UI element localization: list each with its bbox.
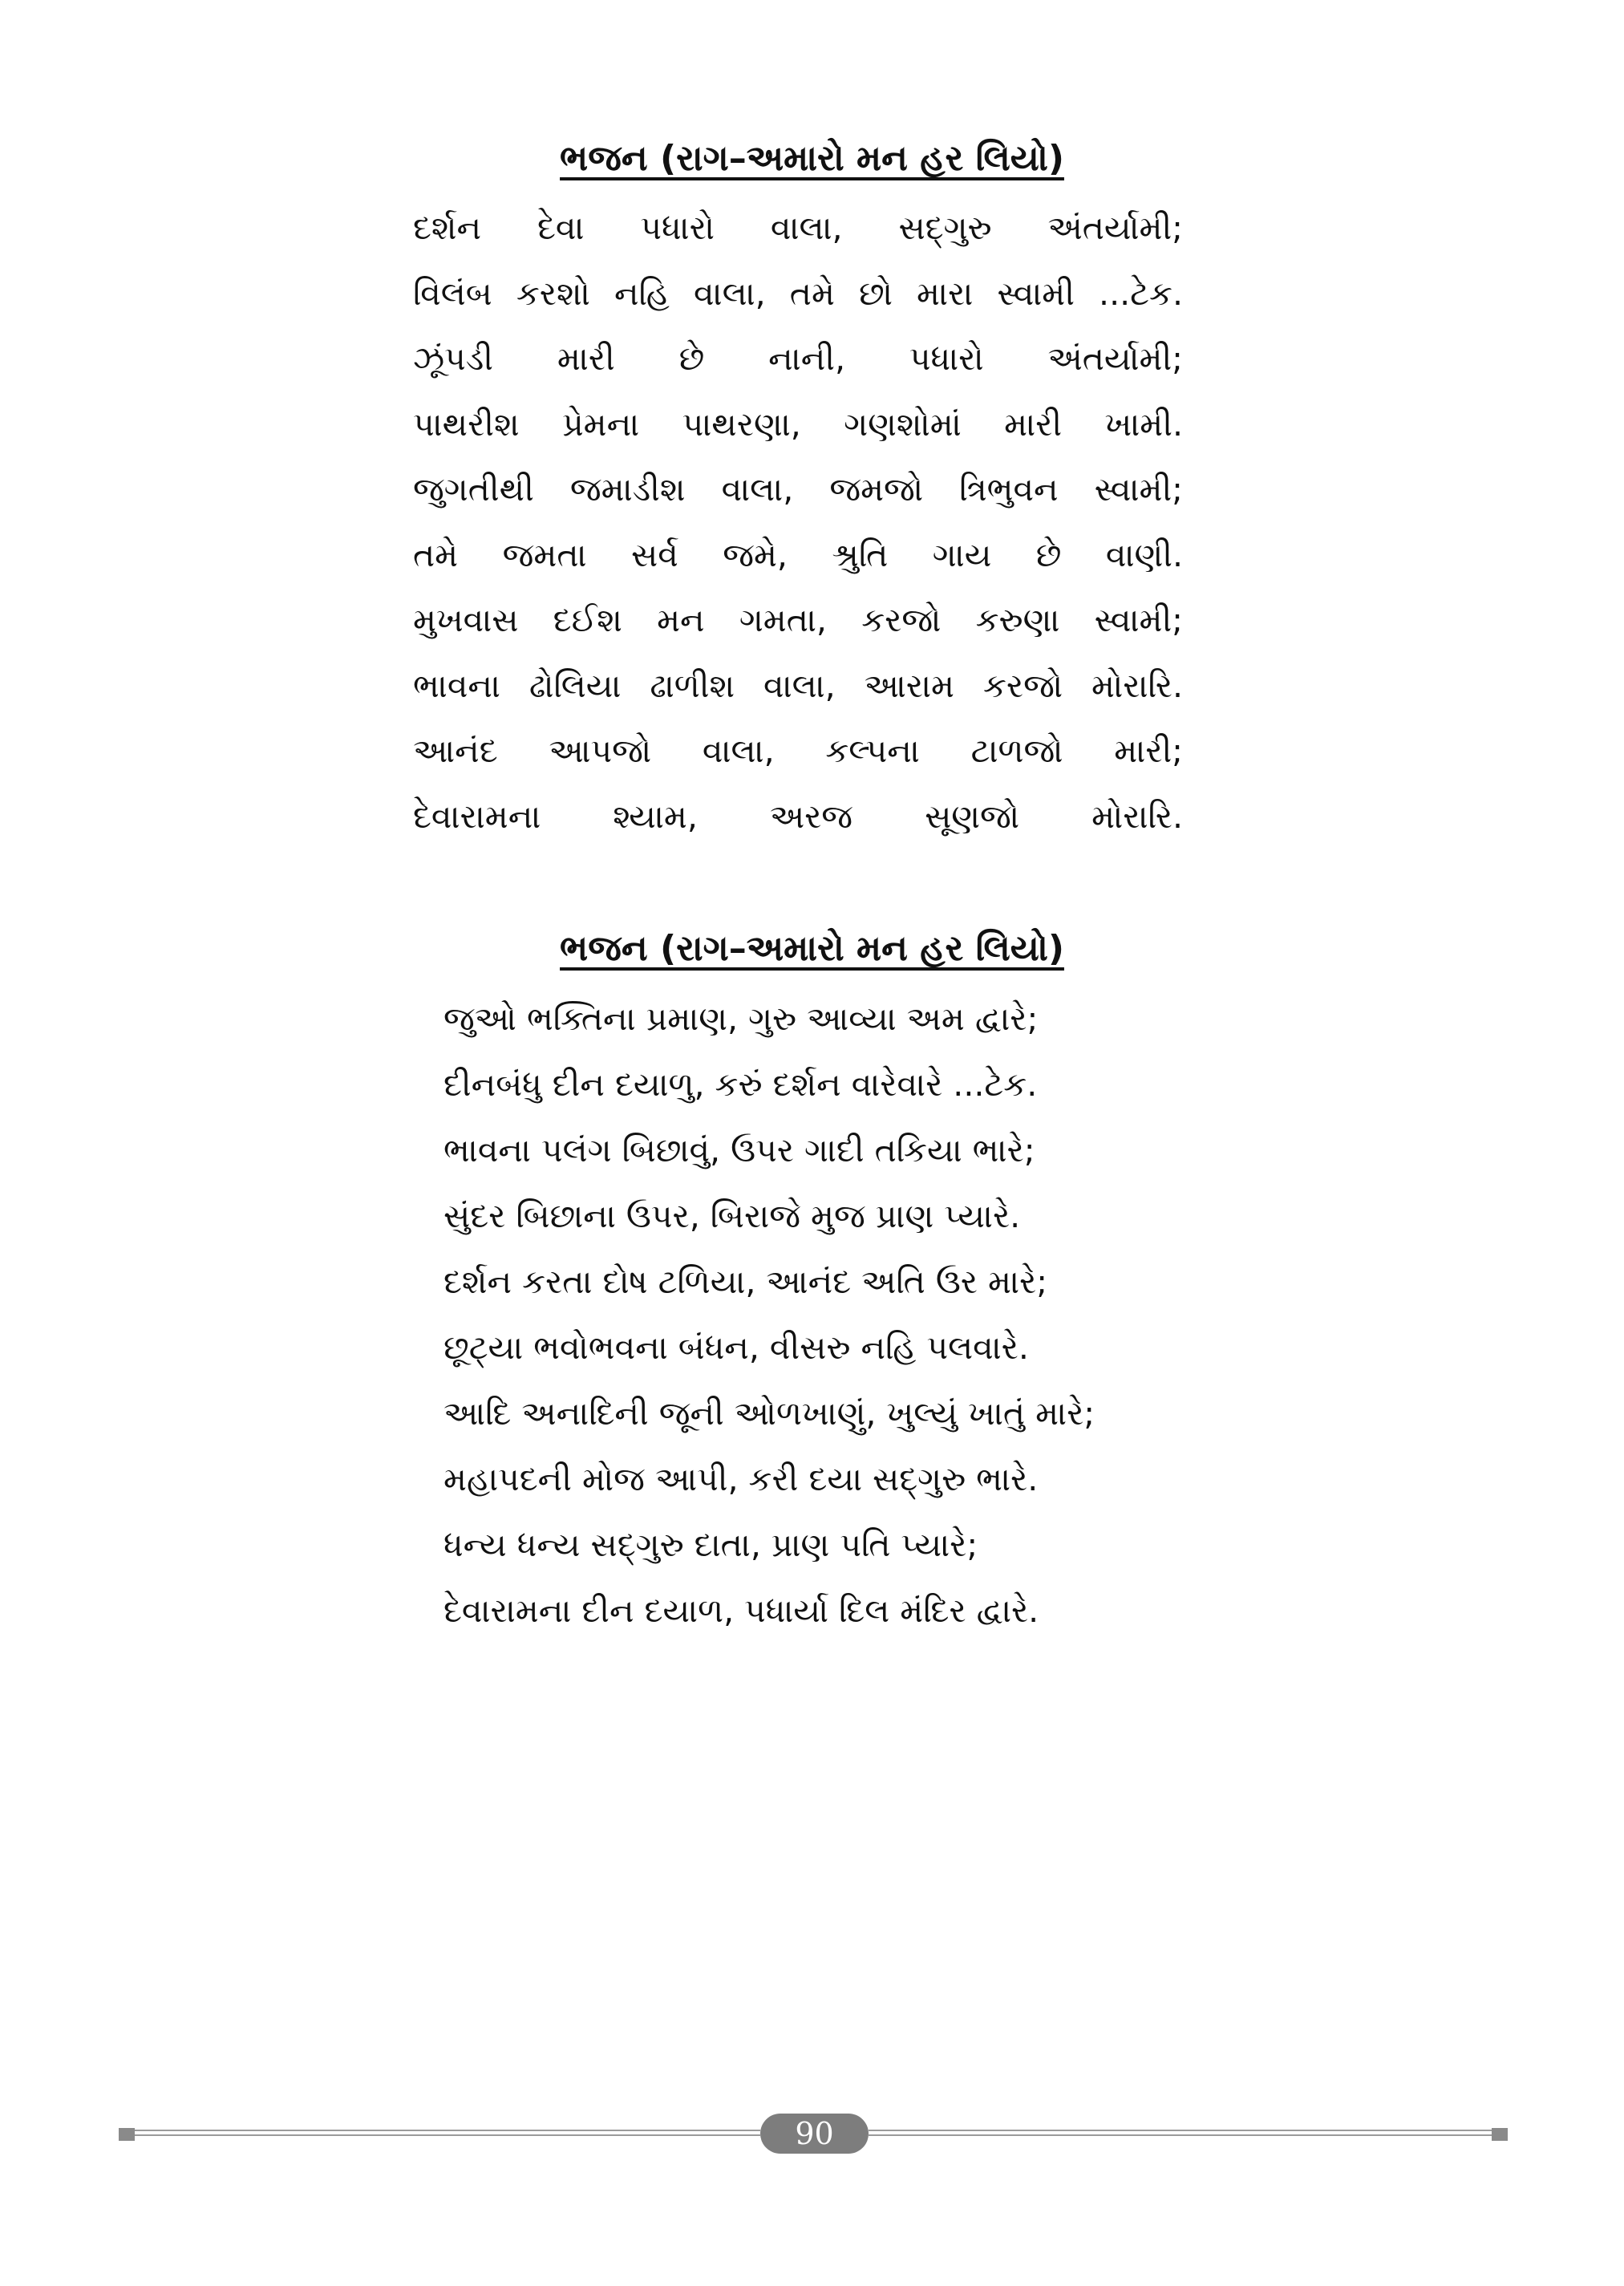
page-number: 90: [760, 2114, 869, 2154]
verse-line: દર્શન કરતા દોષ ટળિયા, આનંદ અતિ ઉર મારે;: [443, 1263, 1048, 1301]
verse-line: આદિ અનાદિની જૂની ઓળખાણું, ખુલ્યું ખાતું મારે;: [443, 1394, 1095, 1433]
bhajan-title: ભજન (રાગ–અમારો મન હર લિયો): [560, 928, 1064, 969]
bhajan-verse: [443, 986, 1149, 1644]
bhajan-title: ભજન (રાગ–અમારો મન હર લિયો): [560, 138, 1064, 179]
verse-line: ભાવના ઢોલિયા ઢાળીશ વાલા, આરામ કરજો મોરારિ.: [413, 666, 1183, 705]
verse-line: છૂટ્યા ભવોભવના બંધન, વીસરુ નહિ પલવારે.: [443, 1328, 1029, 1367]
verse-line: મહાપદની મોજ આપી, કરી દયા સદ્ગુરુ ભારે.: [443, 1460, 1039, 1498]
footer-rule-cap-left: [119, 2128, 135, 2141]
footer-rule-cap-right: [1492, 2128, 1508, 2141]
page-footer: [119, 2114, 1508, 2154]
footer-rule-right: [869, 2130, 1492, 2136]
verse-line: જુઓ ભક્તિના પ્રમાણ, ગુરુ આવ્યા અમ દ્વારે;: [443, 999, 1039, 1038]
verse-line: મુખવાસ દઈશ મન ગમતા, કરજો કરુણા સ્વામી;: [413, 601, 1183, 639]
verse-line: દીનબંધુ દીન દયાળુ, કરું દર્શન વારેવારે ...ટેક.: [443, 1065, 1038, 1104]
verse-line: દેવારામના દીન દયાળ, પધાર્યા દિલ મંદિર દ્વારે.: [443, 1591, 1039, 1630]
verse-line: તમે જમતા સર્વ જમે, શ્રુતિ ગાય છે વાણી.: [413, 535, 1183, 574]
verse-line: પાથરીશ પ્રેમના પાથરણા, ગણશોમાં મારી ખામી.: [413, 404, 1183, 444]
verse-line: વિલંબ કરશો નહિ વાલા, તમે છો મારા સ્વામી ...ટેક.: [413, 274, 1183, 313]
verse-line: આનંદ આપજો વાલા, કલ્પના ટાળજો મારી;: [413, 732, 1183, 770]
verse-line: ધન્ય ધન્ય સદ્ગુરુ દાતા, પ્રાણ પતિ પ્યારે;: [443, 1526, 978, 1564]
bhajan-verse: [413, 196, 1183, 849]
verse-line: જુગતીથી જમાડીશ વાલા, જમજો ત્રિભુવન સ્વામી;: [413, 470, 1183, 509]
verse-line: દેવારામના શ્યામ, અરજ સૂણજો મોરારિ.: [413, 796, 1183, 836]
verse-line: સુંદર બિછાના ઉપર, બિરાજે મુજ પ્રાણ પ્યારે.: [443, 1197, 1021, 1235]
bhajan-section-2: [0, 918, 1624, 1630]
verse-line: દર્શન દેવા પધારો વાલા, સદ્ગુરુ અંતર્યામી;: [413, 209, 1183, 247]
bhajan-section-1: [0, 128, 1624, 836]
footer-rule-left: [135, 2130, 760, 2136]
verse-line: ઝૂંપડી મારી છે નાની, પધારો અંતર્યામી;: [413, 339, 1183, 378]
verse-line: ભાવના પલંગ બિછાવું, ઉપર ગાદી તકિયા ભારે;: [443, 1131, 1035, 1169]
